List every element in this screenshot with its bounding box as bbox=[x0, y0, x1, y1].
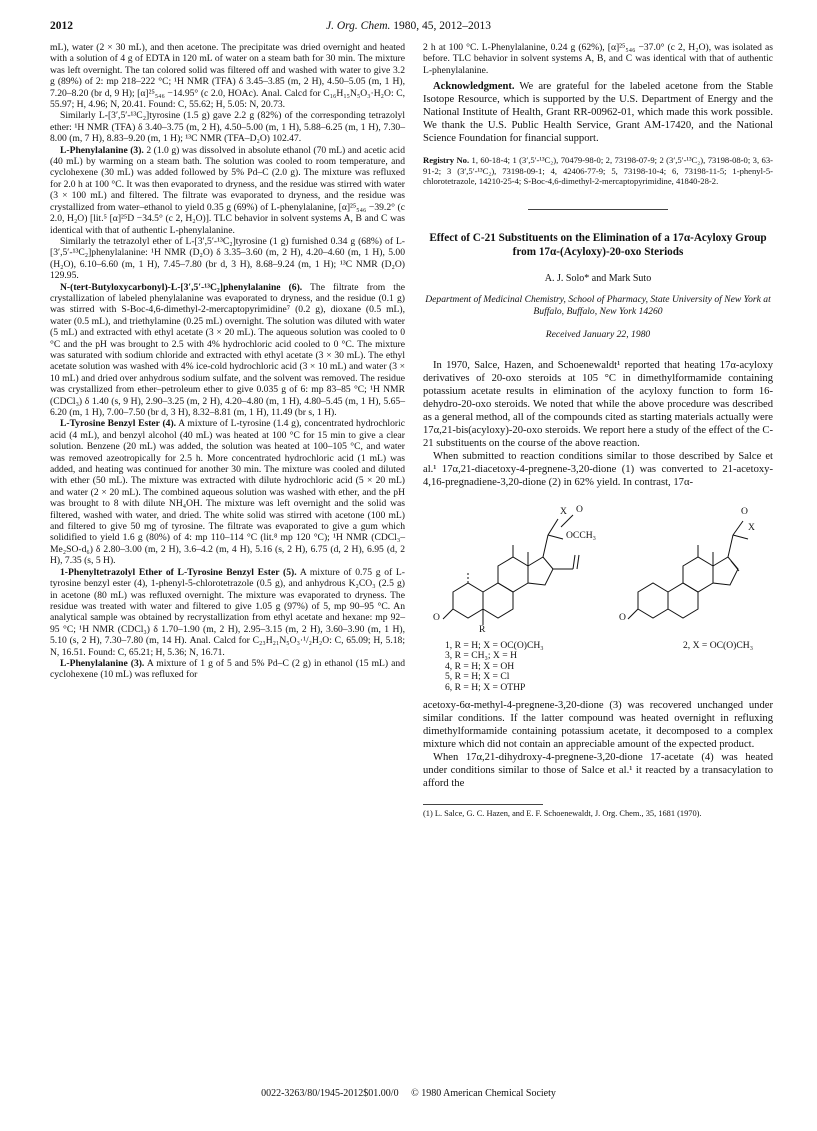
experimental-paragraph bbox=[50, 658, 405, 681]
acknowledgment-text: We are grateful for the labeled acetone from the Stable Isotope Resource, which is supported by the U.S. Department of Energy and the National Institute of Health, Grant RR-00962-01, which made this work possible. We thank the U.S. Public Health Service, Grant AM-17420, and the National Science Foundation for financial support. bbox=[423, 81, 773, 145]
registry-numbers bbox=[423, 155, 773, 187]
paragraph-4: When 17α,21-dihydroxy-4-pregnene-3,20-dione 17-acetate (4) was heated under conditions similar to those of Salce et al.¹ it reacted by a transacylation to afford the bbox=[423, 751, 773, 789]
label-o-right: O bbox=[619, 611, 626, 623]
acknowledgment bbox=[423, 80, 773, 145]
paragraph-text: Similarly the tetrazolyl ether of L-[3′,5′-¹³C₂]tyrosine (1 g) furnished 0.34 g (68%) of L-[3′,5′-¹³C₂]phenylalanine: ¹H NMR (D₂O) δ 3.35–3.60 (m, 2 H), 4.20–4.60 (m, 1 H), 5.00 (H₂O), 6.10–6.60 (m, 1 H), 7.45–7.80 (br d, 3 H), 8.68–9.24 (m, 1 H); ¹³C NMR (D₂O) 129.95. bbox=[50, 235, 405, 282]
structure-2-drawing bbox=[618, 497, 768, 637]
left-column bbox=[50, 42, 405, 681]
compound-list bbox=[445, 641, 544, 694]
structure-1-drawing bbox=[423, 497, 623, 637]
experimental-paragraph bbox=[50, 110, 405, 144]
paragraph-heading: L-Phenylalanine (3). bbox=[60, 657, 145, 669]
paragraph-heading: 1-Phenyltetrazolyl Ether of L-Tyrosine Benzyl Ester (5). bbox=[60, 566, 297, 578]
copyright-notice: © 1980 American Chemical Society bbox=[411, 1088, 556, 1099]
label-o-top: O bbox=[576, 503, 583, 515]
paragraph-2: When submitted to reaction conditions similar to those described by Salce et al.¹ 17α,21-diacetoxy-4-pregnene-3,20-dione (1) was converted to 21-acetoxy-4,16-pregnadiene-3,20-dione (2) in 62% yield. In contrast, 17α- bbox=[423, 450, 773, 488]
registry-text: 1, 60-18-4; 1 (3′,5′-¹³C₂), 70479-98-0; 2, 73198-07-9; 2 (3′,5′-¹³C₂), 73198-08-0; 3, 63-91-2; 3 (3′,5′-¹³C₂), 73198-09-1; 4, 42406-77-9; 5, 73198-10-4; 6, 73198-11-5; 1-phenyl-5-chlorotetrazole, 14210-25-4; S-Boc-4,6-dimethyl-2-mercaptopyrimidine, 41840-28-2. bbox=[423, 155, 773, 187]
paragraph-1: In 1970, Salce, Hazen, and Schoenewaldt¹ reported that heating 17α-acyloxy derivatives of 20-oxo steroids at 105 °C in dimethylformamide containing potassium acetate results in elimination of the acyloxy function to form 16-dehydro-20-oxo steroids. We noted that while the above procedure was described as a general method, all of the compounds cited as starting materials actually were 17α,21-bis(acyloxy)-20-oxo steroids. We report here a study of the effect of the C-21 substituents on the course of the above reaction. bbox=[423, 359, 773, 449]
paragraph-text: 2 (1.0 g) was dissolved in absolute ethanol (70 mL) and acetic acid (40 mL) by warming on a steam bath. The solution was cooled to room temperature, and cyclohexene (30 mL) was added followed by 5% Pd–C (2.0 g). The mixture was refluxed for 2.0 h at 100 °C. It was then evaporated to dryness, and the residue was stirred with water (3 × 100 mL) and filtered. The filtrate was evaporated to dryness, and the residue was crystallized from water–ethanol to yield 0.35 g (69%) of L-phenylalanine, [α]²⁵₅₄₆ −39.2° (c 2.0, H₂O) [lit.⁵ [α]²⁵D −34.5° (c 2, H₂O)]. TLC behavior in solvent systems A, B and C was identical with that of authentic L-phenylalanine. bbox=[50, 144, 405, 236]
footnote-1: (1) L. Salce, G. C. Hazen, and E. F. Schoenewaldt, J. Org. Chem., 35, 1681 (1970). bbox=[423, 808, 702, 818]
label-x-2: X bbox=[748, 521, 755, 533]
label-o-top-2: O bbox=[741, 505, 748, 517]
paragraph-3: acetoxy-6α-methyl-4-pregnene-3,20-dione (3) was recovered unchanged under similar conditions. If the latter compound was heated overnight in refluxing dimethylformamide containing potassium acetate, it decomposed to a complex mixture which did not contain an appreciable amount of the expected product. bbox=[423, 699, 773, 750]
paragraph-heading: L-Phenylalanine (3). bbox=[60, 144, 144, 156]
experimental-paragraph bbox=[50, 418, 405, 566]
experimental-paragraph bbox=[50, 282, 405, 419]
compound-entry: 4, R = H; X = OH bbox=[445, 660, 515, 672]
compound-entry: 3, R = CH₃; X = H bbox=[445, 650, 517, 662]
paragraph-heading: N-(tert-Butyloxycarbonyl)-L-[3′,5′-¹³C₂]phenylalanine (6). bbox=[60, 281, 303, 293]
page-header bbox=[50, 20, 767, 36]
label-o-left: O bbox=[433, 611, 440, 623]
page-number: 2012 bbox=[50, 20, 73, 32]
label-r: R bbox=[479, 623, 486, 635]
compound-entry: 6, R = H; X = OTHP bbox=[445, 682, 526, 693]
article-affiliation: Department of Medicinal Chemistry, School of Pharmacy, State University of New York at Buffalo, Buffalo, New York 14260 bbox=[425, 294, 771, 317]
steroid-structures-figure bbox=[423, 495, 773, 693]
paragraph-text: A mixture of 1 g of 5 and 5% Pd–C (2 g) in ethanol (15 mL) and cyclohexene (10 mL) was refluxed for bbox=[50, 657, 406, 681]
article-title: Effect of C-21 Substituents on the Elimination of a 17α-Acyloxy Group from 17α-(Acyloxy)-20-oxo Steriods bbox=[429, 232, 767, 258]
acknowledgment-heading: Acknowledgment. bbox=[433, 81, 515, 93]
page-footer bbox=[50, 1088, 767, 1099]
continuation-text: 2 h at 100 °C. L-Phenylalanine, 0.24 g (62%), [α]²⁵₅₄₆ −37.0° (c 2, H₂O), was isolated as before. TLC behavior in solvent systems A, B, and C was identical with that of authentic L-phenylalanine. bbox=[423, 42, 773, 76]
paragraph-heading: L-Tyrosine Benzyl Ester (4). bbox=[60, 418, 177, 430]
article-body-continued bbox=[423, 699, 773, 790]
section-divider bbox=[528, 209, 668, 210]
compound-entry: 5, R = H; X = Cl bbox=[445, 671, 510, 683]
paragraph-text: The filtrate from the crystallization of labeled phenylalanine was evaporated to dryness, and the residue (0.1 g) was stirred with S-Boc-4,6-dimethyl-2-mercaptopyrimidine⁷ (0.2 g), dioxane (0.5 mL), water (0.5 mL), and triethylamine (0.25 mL) overnight. The solution was diluted with water (5 mL) and extracted with ethyl acetate (3 × 20 mL). The aqueous solution was cooled to 0 °C and the pH was brought to 2.5 with 4% hydrochloric acid cooled to 0 °C. The mixture was saturated with sodium chloride and extracted with ethyl acetate (3 × 30 mL). The ethyl acetate solution was washed with 4% ice-cold hydrochloric acid (3 × 10 mL) and water (3 × 10 mL) and dried over anhydrous sodium sulfate, and the solvent was removed. The residue was crystallized from ether–petroleum ether to give 0.035 g of 6: mp 83–85 °C; ¹H NMR (CDCl₃) δ 1.40 (s, 9 H), 2.90–3.25 (m, 2 H), 4.20–4.80 (m, 1 H), 4.80–5.45 (m, 1 H), 5.65–6.20 (m, 1 H), 7.00–7.50 (br d, 3 H), 8.32–8.81 (m, 1 H), 11.49 (br s, 1 H). bbox=[50, 281, 405, 418]
compound-2-label: 2, X = OC(O)CH₃ bbox=[683, 639, 754, 651]
paragraph-text: mL), water (2 × 30 mL), and then acetone. The precipitate was dried overnight and heated with a solution of 4 g of EDTA in 120 mL of water on a steam bath for 30 min. The mixture was left overnight. The tan colored solid was filtered off and washed with water to give 3.2 g (89%) of 2: mp 218–222 °C; ¹H NMR (TFA) δ 3.45–3.85 (m, 2 H), 4.50–5.05 (m, 1 H), 7.20–8.20 (br d, 9 H); [α]²⁵₅₄₆ −14.95° (c 2.0, HOAc). Anal. Calcd for C₁₆H₁₅N₅O₃·H₂O: C, 55.97; H, 4.96; N, 20.41. Found: C, 55.62; H, 5.05: N, 20.73. bbox=[50, 42, 405, 111]
registry-heading: Registry No. bbox=[423, 155, 470, 166]
experimental-paragraph bbox=[50, 42, 405, 110]
article-code: 0022-3263/80/1945-2012$01.00/0 bbox=[261, 1088, 399, 1099]
experimental-paragraph bbox=[50, 567, 405, 658]
label-ococh3: OCCH₃ bbox=[566, 529, 596, 541]
experimental-paragraph bbox=[50, 236, 405, 282]
article-authors: A. J. Solo* and Mark Suto bbox=[544, 273, 652, 284]
label-x: X bbox=[560, 505, 567, 517]
paragraph-text: A mixture of L-tyrosine (1.4 g), concentrated hydrochloric acid (4 mL), and benzyl alcohol (40 mL) was heated at 100 °C for 15 min to give a clear solution. Benzene (20 mL) was added, the solution was heated at 100–105 °C, and water was removed azeotropically for 2.5 h. More concentrated hydrochloric acid (1 mL) was added, and heating was continued for another 30 min. The mixture was cooled and diluted with ether (50 mL). The mixture was extracted with dilute hydrochloric acid (5 × 20 mL) and water (2 × 20 mL). The combined aqueous solution was washed with ether, and the pH was brought to 8 with dilute NH₄OH. The mixture was left overnight and the solid was filtered, washed with water, and dried. The white solid was stirred with acetone (100 mL) and filtered to give 50 mg of tyrosine. The filtrate was evaporated to give a gum which solidified to yield 1.6 g (80%) of 4: mp 110–114 °C (lit.⁸ mp 120 °C); ¹H NMR (CDCl₃–Me₂SO-d₆) δ 2.80–3.00 (m, 2 H), 3.6–4.2 (m, 4 H), 5.16 (s, 2 H), 6.75 (d, 2 H), 6.95 (d, 2 H), 7.35 (s, 5 H). bbox=[50, 418, 406, 567]
experimental-paragraph bbox=[50, 145, 405, 236]
paragraph-text: A mixture of 0.75 g of L-tyrosine benzyl ester (4), 1-phenyl-5-chlorotetrazole (0.5 g), and anhydrous K₂CO₃ (2.5 g) in acetone (80 mL) was refluxed overnight. The mixture was evaporated to dryness. The residue was treated with water and filtered to give 1.05 g (97%) of 5, mp 90–95 °C. An analytical sample was obtained by recrystallization from ethyl acetate and hexane: mp 92–95 °C; ¹H NMR (CDCl₃) δ 1.70–1.90 (m, 2 H), 2.95–3.15 (m, 2 H), 3.60–3.90 (m, 1 H), 5.10 (s, 2 H), 7.30–7.80 (m, 14 H). Anal. Calcd for C₂₃H₂₁N₅O₃·¹/₂H₂O: C, 65.09; H, 5.18; N, 16.51. Found: C, 65.21; H, 5.36; N, 16.71. bbox=[50, 566, 405, 658]
right-column bbox=[423, 42, 773, 819]
journal-name: J. Org. Chem. bbox=[325, 20, 391, 32]
received-date: Received January 22, 1980 bbox=[545, 329, 651, 341]
footnote-rule bbox=[423, 804, 543, 805]
article-body bbox=[423, 359, 773, 489]
journal-reference bbox=[50, 20, 767, 32]
paragraph-text: Similarly L-[3′,5′-¹³C₂]tyrosine (1.5 g) gave 2.2 g (82%) of the corresponding tetrazolyl ether: ¹H NMR (TFA) δ 3.40–3.75 (m, 2 H), 4.50–5.00 (m, 1 H), 5.88–6.25 (m, 1 H), 7.30–8.00 (m, 7 H), 8.83–9.20 (m, 1 H); ¹³C NMR (TFA–D₂O) 102.47. bbox=[50, 110, 405, 145]
journal-volume: 1980, 45, 2012–2013 bbox=[393, 20, 492, 32]
compound-entry: 1, R = H; X = OC(O)CH₃ bbox=[445, 639, 544, 651]
